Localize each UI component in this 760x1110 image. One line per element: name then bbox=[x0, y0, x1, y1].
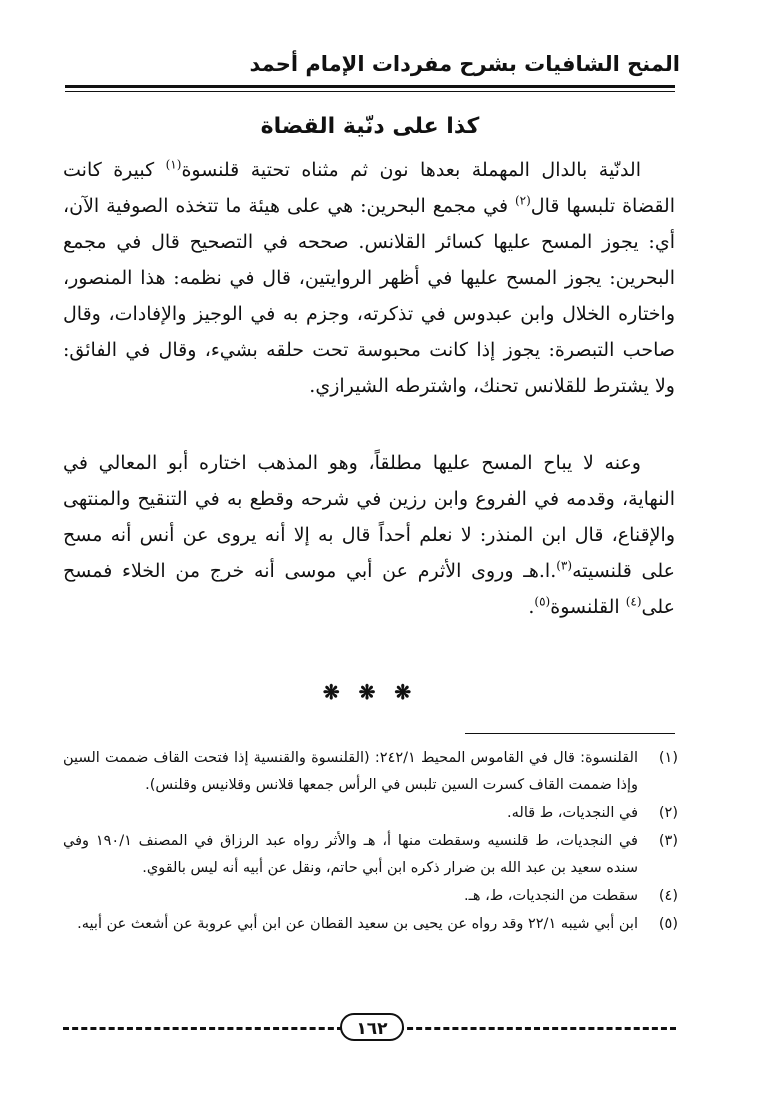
header-rule-thin bbox=[65, 91, 675, 92]
footnote-ref-4: (٤) bbox=[625, 594, 642, 609]
header-rule-thick bbox=[65, 85, 675, 88]
footnote-number: (٢) bbox=[658, 805, 678, 821]
footnote-number: (٤) bbox=[658, 888, 678, 904]
footnote-rule bbox=[465, 733, 675, 734]
footnote-text: في النجديات، ط قاله. bbox=[507, 805, 638, 821]
footnote-ref-3: (٣) bbox=[556, 558, 573, 573]
paragraph-2-segment-2: .ا.هـ وروى الأثرم عن أبي موسى أنه خرج من الخلاء فمسح على bbox=[63, 560, 675, 618]
footnote-number: (٣) bbox=[658, 833, 678, 849]
footer-dashed-rule-right bbox=[398, 1027, 676, 1030]
footnote-ref-2: (٢) bbox=[514, 193, 531, 208]
running-title: المنح الشافيات بشرح مفردات الإمام أحمد bbox=[249, 52, 680, 76]
footnote-number: (٥) bbox=[658, 916, 678, 932]
footnotes bbox=[63, 745, 678, 939]
footnote-item bbox=[63, 883, 678, 910]
footnote-number: (١) bbox=[658, 750, 678, 766]
footnote-item bbox=[63, 911, 678, 938]
footnote-ref-1: (١) bbox=[165, 157, 182, 172]
paragraph-2-segment-4: . bbox=[528, 596, 535, 618]
paragraph-2-segment-3: القلنسوة bbox=[550, 596, 626, 618]
footnote-item bbox=[63, 828, 678, 882]
section-heading: كذا على دنّية القضاة bbox=[260, 114, 480, 139]
footnote-text: سقطت من النجديات، ط، هـ. bbox=[463, 888, 638, 904]
paragraph-1 bbox=[63, 152, 675, 404]
footnote-item bbox=[63, 745, 678, 799]
paragraph-1-segment-1: الدنّية بالدال المهملة بعدها نون ثم مثناه تحتية قلنسوة bbox=[181, 159, 642, 181]
paragraph-1-segment-2: كبيرة كانت القضاة تلبسها قال bbox=[63, 159, 675, 217]
paragraph-2-segment-1: وعنه لا يباح المسح عليها مطلقاً، وهو المذهب اختاره أبو المعالي في النهاية، وقدمه في الفروع وابن رزين في شرحه وقطع به في التنقيح والمنتهى والإقناع، قال ابن المنذر: لا نعلم أحداً قال به إلا أنه يروى عن أنس أنه مسح على قلنسيته bbox=[63, 452, 675, 582]
section-separator: ❋ ❋ ❋ bbox=[322, 680, 418, 704]
page-number: ١٦٢ bbox=[340, 1013, 404, 1041]
footer-dashed-rule-left bbox=[63, 1027, 343, 1030]
footnote-text: القلنسوة: قال في القاموس المحيط ٢٤٢/١: (القلنسوة والقنسية إذا فتحت القاف ضممت السين وإذا ضممت القاف كسرت السين تلبس في الرأس جمعها قلانس وقلانيس وقلنس). bbox=[63, 750, 638, 793]
paragraph-1-segment-3: في مجمع البحرين: هي على هيئة ما تتخذه الصوفية الآن، أي: يجوز المسح عليها كسائر القلانس. صححه في التصحيح قال في مجمع البحرين: يجوز المسح عليها في أظهر الروايتين، قال في نظمه: هذا المنصور، واختاره الخلال وابن عبدوس في تذكرته، وجزم به في الوجيز والإفادات، وقال صاحب التبصرة: يجوز إذا كانت محبوسة تحت حلقه بشيء، وقال في الفائق: ولا يشترط للقلانس تحنك، واشترطه الشيرازي. bbox=[63, 195, 675, 397]
footnote-text: ابن أبي شيبه ٢٢/١ وقد رواه عن يحيى بن سعيد القطان عن ابن أبي عروبة عن أشعث عن أبيه. bbox=[77, 916, 638, 932]
paragraph-2 bbox=[63, 445, 675, 625]
footnote-ref-5: (٥) bbox=[534, 594, 551, 609]
footnote-text: في النجديات، ط قلنسيه وسقطت منها أ، هـ والأثر رواه عبد الرزاق في المصنف ١٩٠/١ وفي سنده سعيد بن عبد الله بن ضرار ذكره ابن أبي حاتم، ونقل عن أبيه أنه ليس بالقوي. bbox=[63, 833, 638, 876]
footnote-item bbox=[63, 800, 678, 827]
